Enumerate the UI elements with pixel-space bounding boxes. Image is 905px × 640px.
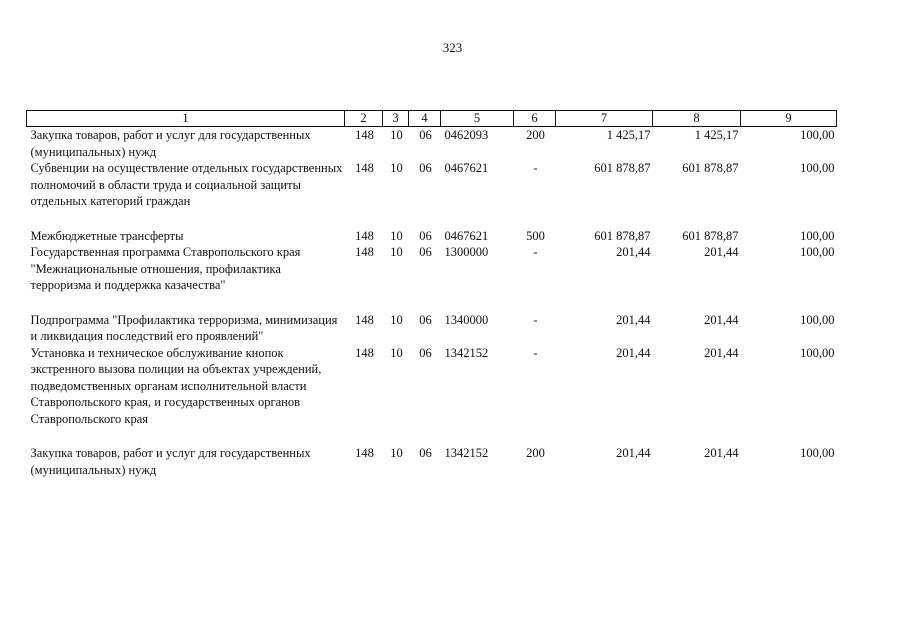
col-header: 5	[441, 111, 514, 127]
cell-executed: 1 425,17	[694, 128, 739, 142]
cell-executed: 201,44	[704, 345, 739, 360]
cell-ministry: 148	[355, 128, 374, 142]
cell-target-item: 0467621	[444, 161, 489, 175]
cell-target-item: 1340000	[444, 312, 489, 327]
cell-section: 10	[390, 245, 403, 259]
cell-planned: 201,44	[616, 245, 651, 259]
table-row	[27, 345, 837, 428]
cell-section: 10	[390, 345, 403, 360]
table-row	[27, 244, 837, 294]
cell-name: Субвенции на осуществление отдельных государственных полномочий в области труда и социальной защиты отдельных категорий граждан	[30, 161, 343, 208]
cell-planned: 201,44	[616, 446, 651, 460]
cell-target-item: 0467621	[444, 228, 489, 243]
cell-percent: 100,00	[800, 161, 835, 175]
row-spacer	[27, 427, 837, 445]
cell-subsection: 06	[419, 128, 432, 142]
cell-percent: 100,00	[800, 245, 835, 259]
page-number: 323	[442, 40, 463, 55]
table-row	[27, 228, 837, 245]
cell-section: 10	[390, 228, 403, 243]
row-spacer	[27, 294, 837, 312]
cell-expense-type: -	[533, 161, 538, 175]
row-spacer	[27, 210, 837, 228]
col-header: 7	[556, 111, 653, 127]
cell-subsection: 06	[419, 245, 432, 259]
cell-percent: 100,00	[800, 446, 835, 460]
cell-subsection: 06	[419, 345, 432, 360]
cell-ministry: 148	[355, 446, 374, 460]
header-row	[27, 111, 837, 127]
cell-ministry: 148	[355, 161, 374, 175]
cell-executed: 601 878,87	[682, 228, 739, 243]
cell-executed: 201,44	[704, 245, 739, 259]
cell-target-item: 1300000	[444, 245, 489, 259]
cell-subsection: 06	[419, 446, 432, 460]
col-header: 4	[409, 111, 441, 127]
cell-expense-type: 200	[526, 446, 545, 460]
cell-ministry: 148	[355, 345, 374, 360]
col-header: 1	[27, 111, 345, 127]
table-row	[27, 160, 837, 210]
cell-ministry: 148	[355, 312, 374, 327]
cell-planned: 1 425,17	[606, 128, 651, 142]
budget-table	[26, 110, 837, 478]
cell-name: Установка и техническое обслуживание кнопок экстренного вызова полиции на объектах учреждений, подведомственных органам исполнительной власти Ставропольского края, и государственных органов Ставропольского края	[30, 345, 322, 426]
cell-section: 10	[390, 446, 403, 460]
cell-planned: 601 878,87	[594, 161, 651, 175]
cell-name: Межбюджетные трансферты	[30, 228, 184, 243]
cell-ministry: 148	[355, 228, 374, 243]
cell-section: 10	[390, 128, 403, 142]
cell-section: 10	[390, 312, 403, 327]
cell-ministry: 148	[355, 245, 374, 259]
cell-percent: 100,00	[800, 345, 835, 360]
cell-target-item: 1342152	[444, 345, 489, 360]
table-row	[27, 445, 837, 478]
cell-percent: 100,00	[800, 312, 835, 327]
cell-expense-type: 500	[526, 228, 545, 243]
col-header: 6	[514, 111, 556, 127]
cell-planned: 601 878,87	[594, 228, 651, 243]
cell-percent: 100,00	[800, 228, 835, 243]
cell-name: Государственная программа Ставропольского края "Межнациональные отношения, профилактика терроризма и поддержка казачества"	[30, 245, 301, 292]
cell-name: Закупка товаров, работ и услуг для государственных (муниципальных) нужд	[30, 128, 311, 159]
col-header: 8	[653, 111, 741, 127]
cell-expense-type: 200	[526, 128, 545, 142]
table-row	[27, 127, 837, 161]
cell-subsection: 06	[419, 228, 432, 243]
cell-section: 10	[390, 161, 403, 175]
col-header: 3	[383, 111, 409, 127]
col-header: 2	[345, 111, 383, 127]
cell-subsection: 06	[419, 312, 432, 327]
cell-expense-type: -	[533, 312, 538, 327]
cell-target-item: 1342152	[444, 446, 489, 460]
cell-target-item: 0462093	[444, 128, 489, 142]
cell-name: Подпрограмма "Профилактика терроризма, минимизация и ликвидация последствий его проявлений"	[30, 312, 338, 343]
col-header: 9	[741, 111, 837, 127]
cell-executed: 201,44	[704, 312, 739, 327]
cell-name: Закупка товаров, работ и услуг для государственных (муниципальных) нужд	[30, 446, 311, 477]
table-row	[27, 312, 837, 345]
cell-planned: 201,44	[616, 345, 651, 360]
cell-expense-type: -	[533, 345, 538, 360]
cell-executed: 201,44	[704, 446, 739, 460]
cell-subsection: 06	[419, 161, 432, 175]
cell-expense-type: -	[533, 245, 538, 259]
cell-percent: 100,00	[800, 128, 835, 142]
cell-planned: 201,44	[616, 312, 651, 327]
cell-executed: 601 878,87	[682, 161, 739, 175]
